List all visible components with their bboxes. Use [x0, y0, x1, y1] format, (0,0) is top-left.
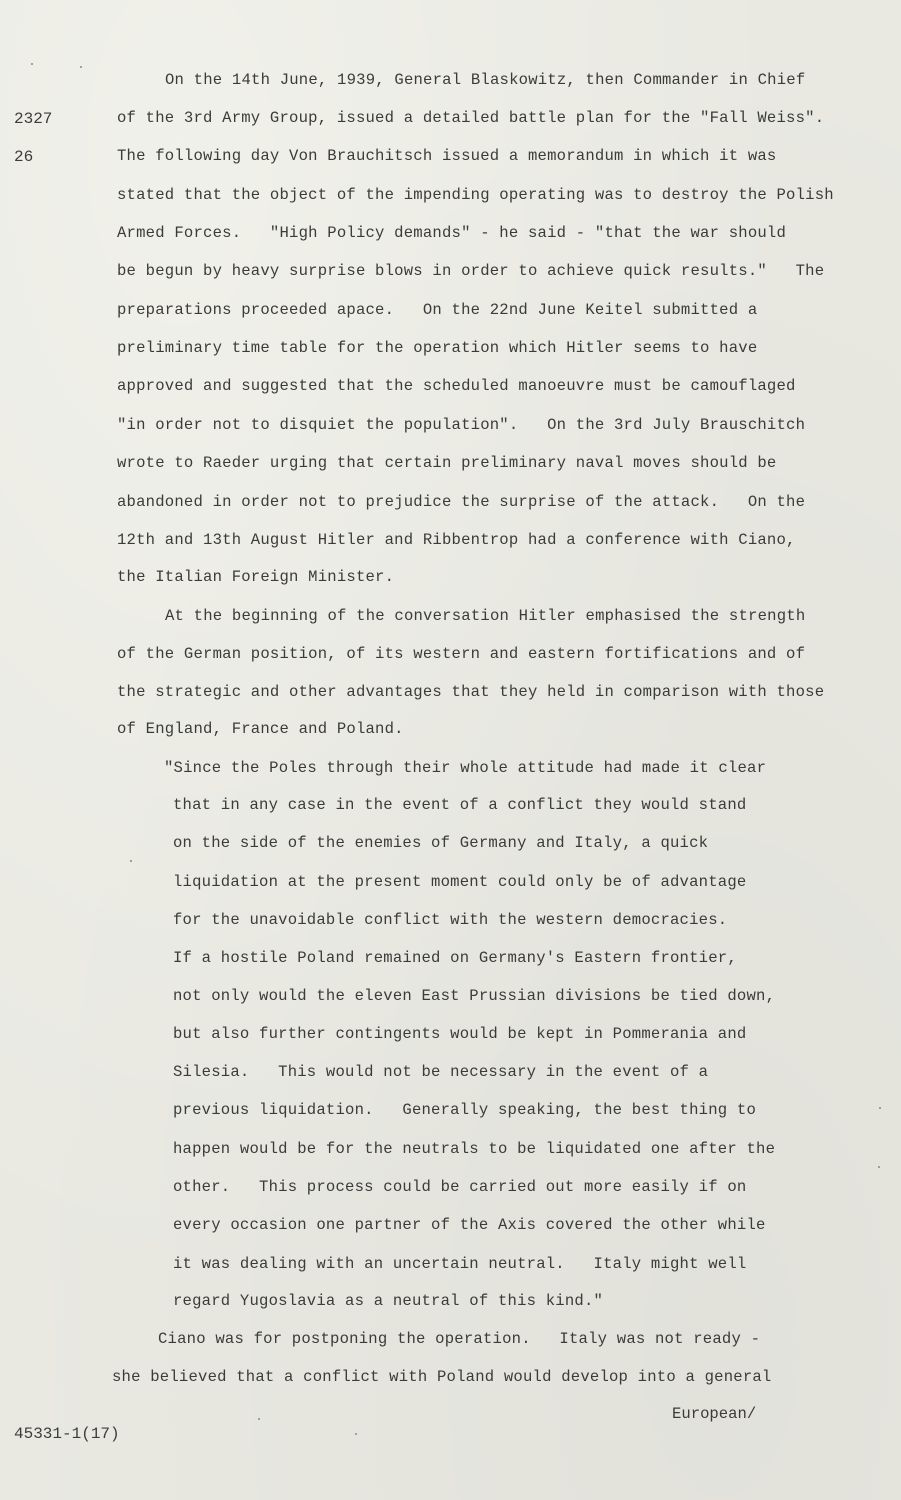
text-line: On the 14th June, 1939, General Blaskowitz, then Commander in Chief	[165, 71, 806, 89]
quote-line: for the unavoidable conflict with the western democracies.	[173, 911, 728, 929]
quote-line: happen would be for the neutrals to be liquidated one after the	[173, 1140, 776, 1158]
quote-line: liquidation at the present moment could only be of advantage	[173, 873, 747, 891]
text-line: the Italian Foreign Minister.	[117, 568, 395, 586]
text-line: The following day Von Brauchitsch issued a memorandum in which it was	[117, 147, 777, 165]
quote-line: Silesia. This would not be necessary in the event of a	[173, 1063, 709, 1081]
paper-speck	[879, 1107, 881, 1109]
text-line: Ciano was for postponing the operation. Italy was not ready -	[158, 1330, 761, 1348]
paper-speck	[258, 1418, 260, 1420]
quote-line: on the side of the enemies of Germany and Italy, a quick	[173, 834, 709, 852]
quote-line: other. This process could be carried out more easily if on	[173, 1178, 747, 1196]
quote-line: it was dealing with an uncertain neutral. Italy might well	[173, 1255, 747, 1273]
quote-line: not only would the eleven East Prussian divisions be tied down,	[173, 987, 776, 1005]
quote-line: that in any case in the event of a conflict they would stand	[173, 796, 747, 814]
paper-speck	[878, 1166, 880, 1168]
quote-line: every occasion one partner of the Axis covered the other while	[173, 1216, 766, 1234]
catchword: European/	[672, 1405, 757, 1423]
quote-line: regard Yugoslavia as a neutral of this kind."	[173, 1292, 604, 1310]
text-line: Armed Forces. "High Policy demands" - he said - "that the war should	[117, 224, 787, 242]
text-line: 12th and 13th August Hitler and Ribbentrop had a conference with Ciano,	[117, 531, 796, 549]
text-line: the strategic and other advantages that they held in comparison with those	[117, 683, 825, 701]
quote-line: "Since the Poles through their whole attitude had made it clear	[164, 759, 767, 777]
text-line: stated that the object of the impending operating was to destroy the Polish	[117, 186, 834, 204]
document-reference-number: 45331-1(17)	[14, 1425, 120, 1443]
text-line: she believed that a conflict with Poland would develop into a general	[112, 1368, 772, 1386]
text-line: be begun by heavy surprise blows in order to achieve quick results." The	[117, 262, 825, 280]
paper-speck	[31, 63, 33, 65]
text-line: preliminary time table for the operation which Hitler seems to have	[117, 339, 758, 357]
text-line: of England, France and Poland.	[117, 720, 404, 738]
text-line: preparations proceeded apace. On the 22nd June Keitel submitted a	[117, 301, 758, 319]
paper-speck	[130, 860, 132, 862]
paper-speck	[355, 1433, 357, 1435]
margin-ref-2327: 2327	[14, 110, 53, 128]
quote-line: but also further contingents would be kept in Pommerania and	[173, 1025, 747, 1043]
text-line: wrote to Raeder urging that certain preliminary naval moves should be	[117, 454, 777, 472]
text-line: At the beginning of the conversation Hitler emphasised the strength	[165, 607, 806, 625]
paper-speck	[80, 66, 82, 68]
text-line: abandoned in order not to prejudice the surprise of the attack. On the	[117, 493, 806, 511]
text-line: approved and suggested that the scheduled manoeuvre must be camouflaged	[117, 377, 796, 395]
margin-ref-26: 26	[14, 148, 34, 166]
text-line: of the 3rd Army Group, issued a detailed battle plan for the "Fall Weiss".	[117, 109, 825, 127]
text-line: of the German position, of its western and eastern fortifications and of	[117, 645, 806, 663]
quote-line: If a hostile Poland remained on Germany's Eastern frontier,	[173, 949, 737, 967]
quote-line: previous liquidation. Generally speaking, the best thing to	[173, 1101, 757, 1119]
text-line: "in order not to disquiet the population". On the 3rd July Brauschitch	[117, 416, 806, 434]
